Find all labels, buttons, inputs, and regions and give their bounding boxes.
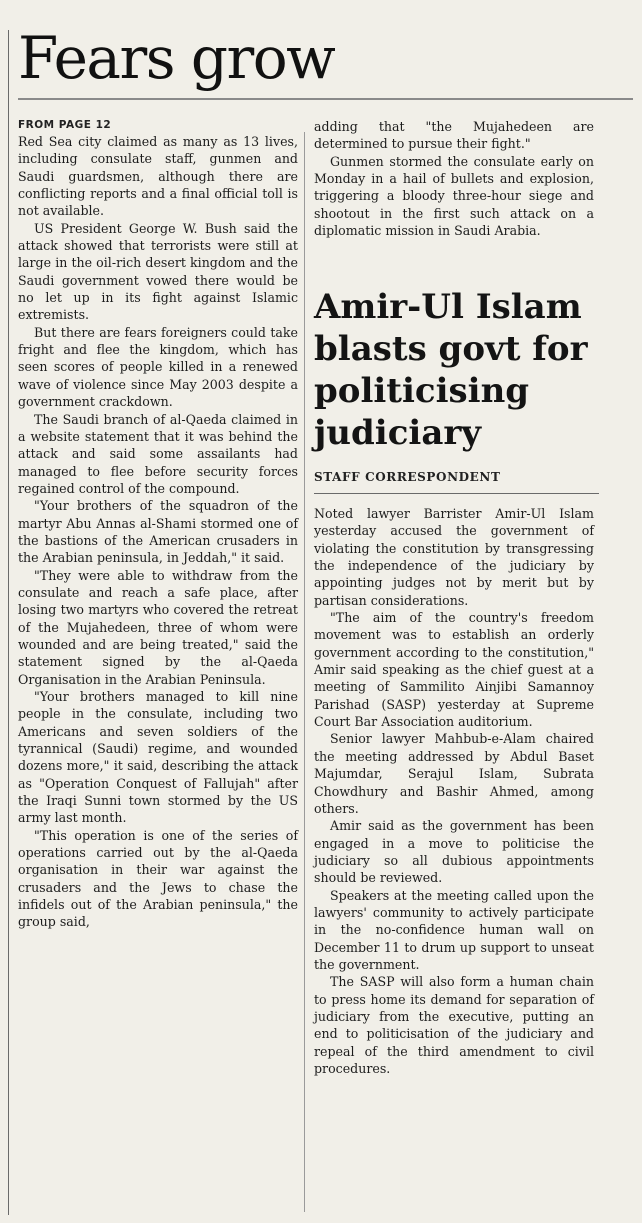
- byline: STAFF CORRESPONDENT: [314, 470, 501, 484]
- byline-rule: [314, 493, 599, 494]
- main-story-column-right: [314, 118, 594, 239]
- article-paragraph: "Your brothers of the squadron of the martyr Abu Annas al-Shami stormed one of the bastions of the American crusaders in the Arabian peninsula, in Jeddah," it said.: [18, 498, 298, 566]
- article-paragraph: Speakers at the meeting called upon the lawyers' community to actively participate in the no-confidence human wall on December 11 to drum up support to unseat the government.: [314, 887, 594, 972]
- main-headline: Fears grow: [18, 24, 335, 92]
- article-paragraph: "They were able to withdraw from the consulate and reach a safe place, after losing two martyrs who covered the retreat of the Mujahedeen, three of whom were wounded and are being treated," said the statement signed by the al-Qaeda Organisation in the Arabian Peninsula.: [18, 567, 298, 687]
- article-paragraph: The SASP will also form a human chain to press home its demand for separation of judiciary from the executive, putting an end to politicisation of the judiciary and repeal of the third amendment to civil procedures.: [314, 974, 594, 1076]
- article-paragraph: Noted lawyer Barrister Amir-Ul Islam yesterday accused the government of violating the constitution by transgressing the independence of the judiciary by appointing judges not by merit but by partisan considerations.: [314, 506, 594, 608]
- article-paragraph: The Saudi branch of al-Qaeda claimed in a website statement that it was behind the attack and said some assailants had managed to flee before security forces regained control of the compound.: [18, 411, 298, 496]
- from-page-label: FROM PAGE 12: [18, 119, 112, 131]
- article-paragraph: "Your brothers managed to kill nine people in the consulate, including two Americans and seven soldiers of the tyrannical (Saudi) regime, and wounded dozens more," it said, describing the attack as "Operation Conquest of Fallujah" after the Iraqi Sunni town stormed by the US army last month.: [18, 689, 298, 826]
- article-paragraph: Senior lawyer Mahbub-e-Alam chaired the meeting addressed by Abdul Baset Majumdar, Serajul Islam, Subrata Chowdhury and Bashir Ahmed, among others.: [314, 731, 594, 816]
- column-divider: [304, 132, 305, 1212]
- article-paragraph: Red Sea city claimed as many as 13 lives, including consulate staff, gunmen and Saudi guardsmen, although there are conflicting reports and a final official toll is not available.: [18, 134, 298, 219]
- article-paragraph: US President George W. Bush said the attack showed that terrorists were still at large in the oil-rich desert kingdom and the Saudi government vowed there would be no let up in its fight against Islamic extremists.: [18, 220, 298, 323]
- article-paragraph: But there are fears foreigners could take fright and flee the kingdom, which has seen scores of people killed in a renewed wave of violence since May 2003 despite a government crackdown.: [18, 324, 298, 410]
- article-paragraph: adding that "the Mujahedeen are determined to pursue their fight.": [314, 119, 594, 152]
- headline-rule: [18, 98, 633, 100]
- article-paragraph: Amir said as the government has been engaged in a move to politicise the judiciary so all dubious appointments should be reviewed.: [314, 818, 594, 886]
- main-story-column-left: [18, 118, 298, 931]
- second-story-body: [314, 505, 594, 1077]
- left-column-rule: [8, 30, 9, 1215]
- article-paragraph: "The aim of the country's freedom movement was to establish an orderly government according to the constitution," Amir said speaking as the chief guest at a meeting of Sammilito Ainjibi Samannoy Parishad (SASP) yesterday at Supreme Court Bar Association auditorium.: [314, 610, 594, 730]
- second-story-headline: Amir-Ul Islam blasts govt for politicising judiciary: [314, 287, 588, 453]
- article-paragraph: Gunmen stormed the consulate early on Monday in a hail of bullets and explosion, triggering a bloody three-hour siege and shootout in the first such attack on a diplomatic mission in Saudi Arabia.: [314, 153, 594, 239]
- article-paragraph: "This operation is one of the series of operations carried out by the al-Qaeda organisation in their war against the crusaders and the Jews to chase the infidels out of the Arabian peninsula," the group said,: [18, 827, 298, 930]
